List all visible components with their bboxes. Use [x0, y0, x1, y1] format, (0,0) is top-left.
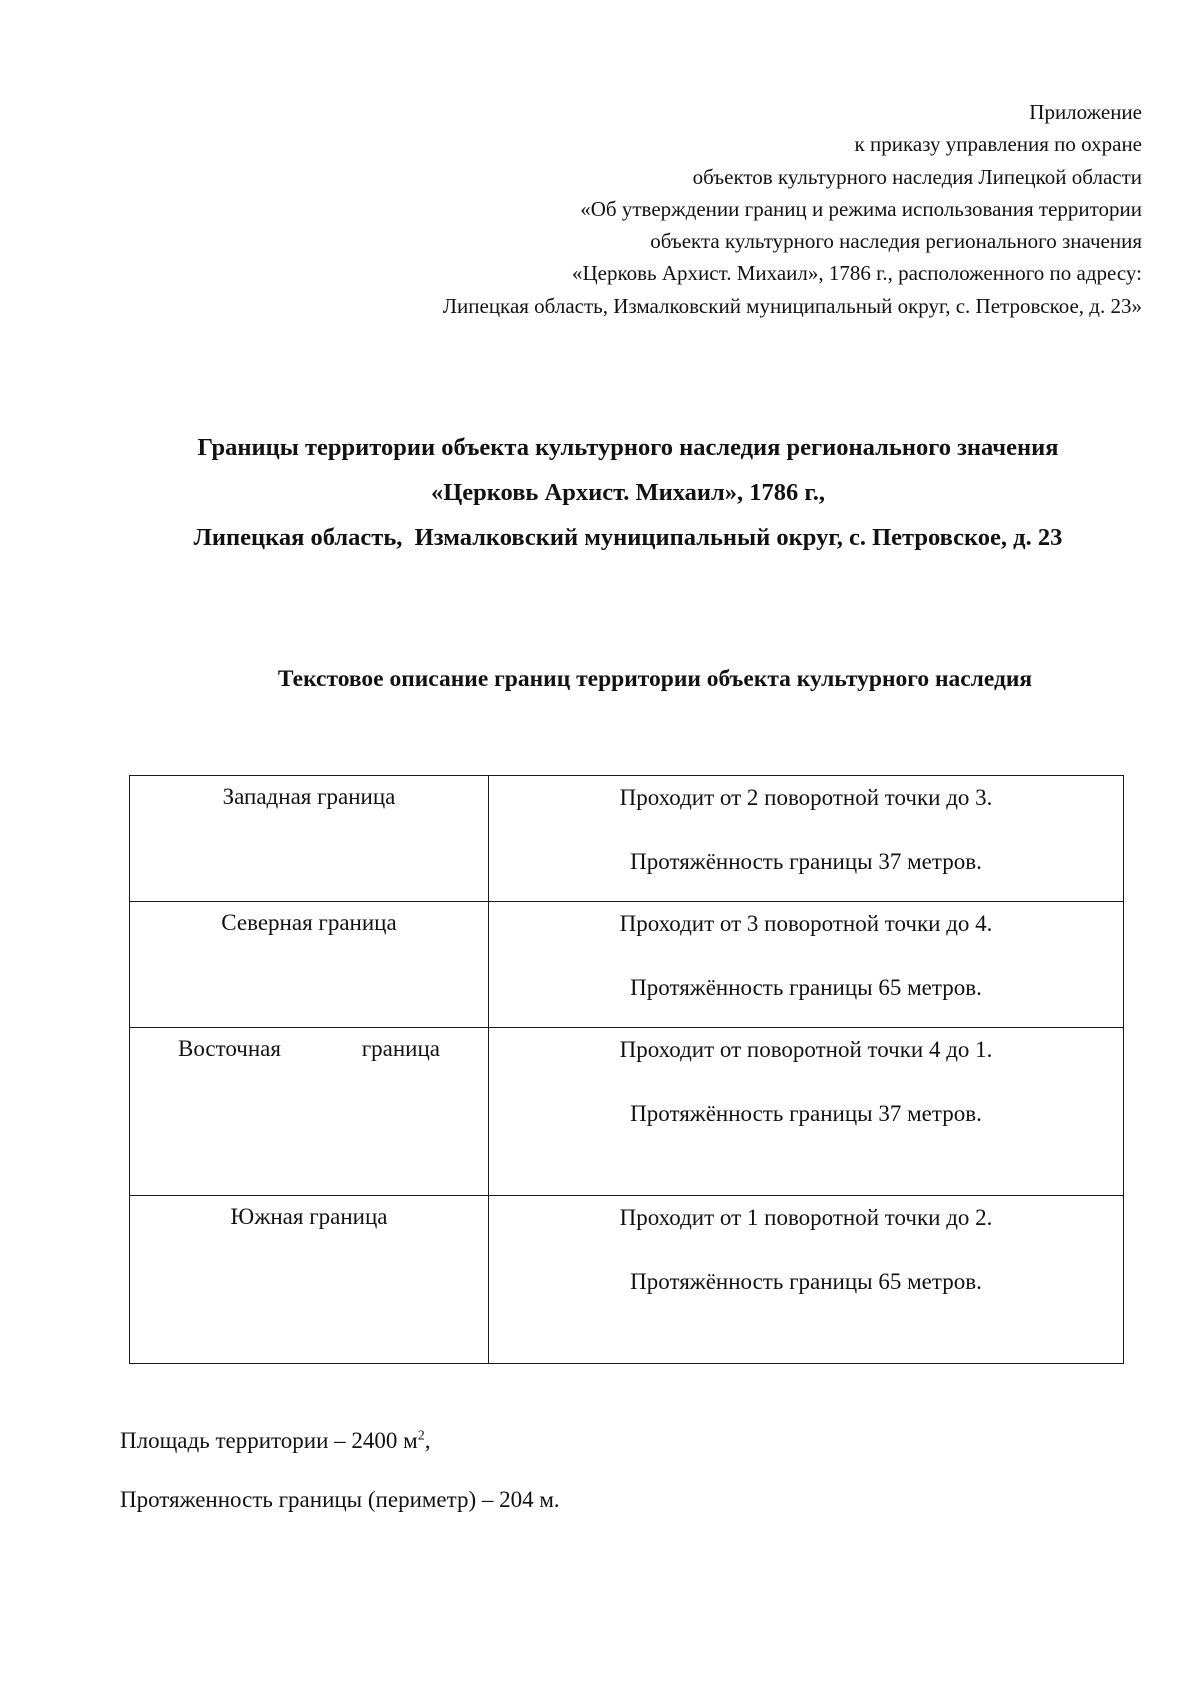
table-row	[130, 1196, 1124, 1364]
area-label: Площадь территории – 2400 м	[120, 1428, 418, 1453]
boundary-name-cell	[130, 1196, 489, 1364]
appendix-line: объекта культурного наследия регионального значения	[650, 229, 1142, 254]
boundary-name-cell	[130, 902, 489, 1028]
appendix-line: «Церковь Архист. Михаил», 1786 г., расположенного по адресу:	[572, 261, 1142, 286]
document-title	[98, 425, 1158, 560]
boundary-name	[178, 1036, 440, 1062]
boundary-name-word: Восточная	[178, 1036, 281, 1061]
appendix-line: Приложение	[1029, 100, 1142, 124]
table-row	[130, 776, 1124, 902]
boundary-length: Протяжённость границы 65 метров.	[630, 1269, 982, 1294]
boundary-length: Протяжённость границы 37 метров.	[630, 1101, 982, 1126]
boundary-name: Южная граница	[230, 1204, 388, 1229]
boundary-desc-cell	[489, 1028, 1124, 1196]
boundary-desc-cell	[489, 902, 1124, 1028]
boundary-route: Проходит от поворотной точки 4 до 1.	[619, 1037, 993, 1062]
boundary-name-cell	[130, 776, 489, 902]
area-suffix: ,	[424, 1428, 431, 1453]
territory-area	[120, 1428, 430, 1454]
boundary-name: Западная граница	[222, 784, 396, 809]
boundary-length: Протяжённость границы 65 метров.	[630, 975, 982, 1000]
appendix-line: к приказу управления по охране	[854, 132, 1142, 157]
boundary-desc-cell	[489, 1196, 1124, 1364]
boundary-length: Протяжённость границы 37 метров.	[630, 849, 982, 874]
title-line-3: Липецкая область, Измалковский муниципальный округ, с. Петровское, д. 23	[193, 524, 1063, 551]
area-unit-superscript: 2	[417, 1428, 425, 1444]
boundary-route: Проходит от 1 поворотной точки до 2.	[619, 1205, 993, 1230]
table-row	[130, 1028, 1124, 1196]
appendix-line: Липецкая область, Измалковский муниципальный округ, с. Петровское, д. 23»	[442, 293, 1142, 318]
boundary-name-cell	[130, 1028, 489, 1196]
appendix-header	[242, 96, 1142, 322]
boundary-name: Северная граница	[221, 910, 397, 935]
appendix-line: объектов культурного наследия Липецкой области	[692, 164, 1142, 189]
boundary-name-word: граница	[361, 1036, 440, 1061]
title-line-1: Границы территории объекта культурного наследия регионального значения	[197, 434, 1059, 461]
table-row	[130, 902, 1124, 1028]
section-heading: Текстовое описание границ территории объекта культурного наследия	[277, 666, 1033, 692]
boundary-desc-cell	[489, 776, 1124, 902]
title-line-2: «Церковь Архист. Михаил», 1786 г.,	[430, 479, 826, 506]
boundary-perimeter: Протяженность границы (периметр) – 204 м.	[120, 1487, 560, 1512]
boundary-route: Проходит от 2 поворотной точки до 3.	[619, 785, 993, 810]
boundary-route: Проходит от 3 поворотной точки до 4.	[619, 911, 993, 936]
boundaries-table	[129, 775, 1124, 1364]
appendix-line: «Об утверждении границ и режима использования территории	[580, 196, 1142, 221]
